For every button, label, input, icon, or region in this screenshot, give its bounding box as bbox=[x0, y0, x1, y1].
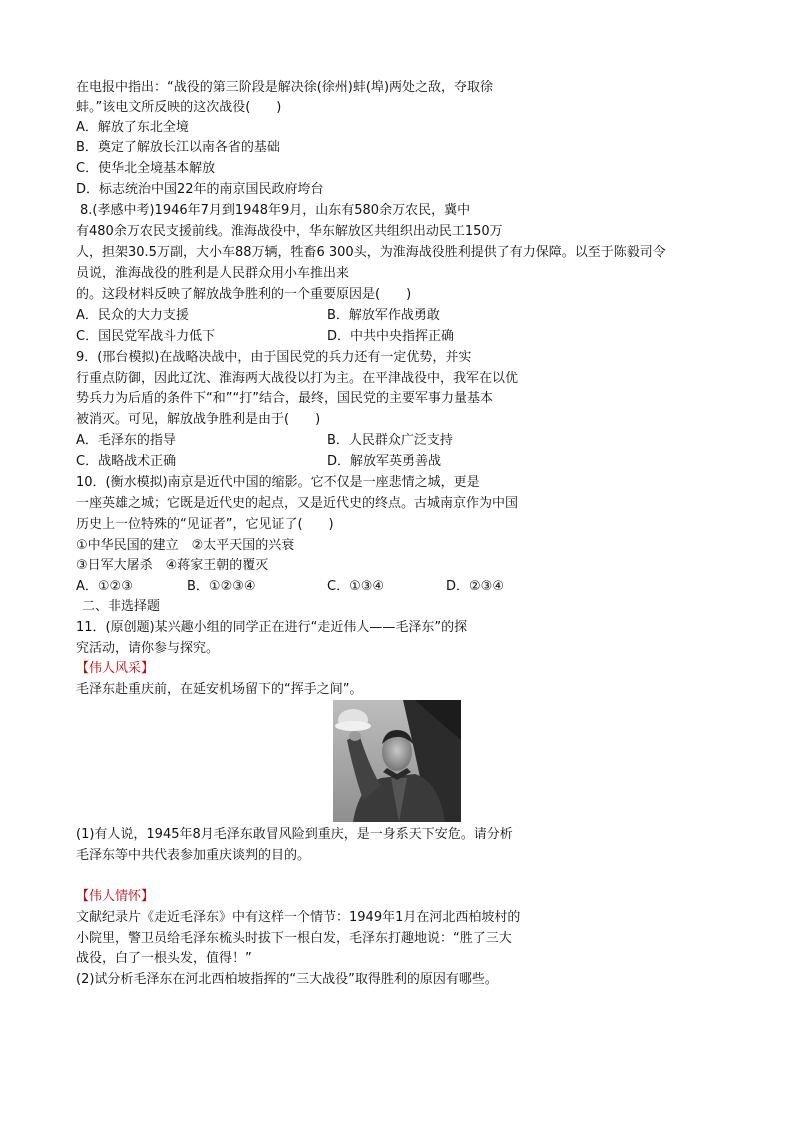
mao-waving-photo bbox=[333, 700, 461, 822]
q10-line2: 一座英雄之城；它既是近代史的起点，又是近代史的终点。古城南京作为中国 bbox=[76, 496, 519, 511]
part1-heading: 【伟人风采】 bbox=[76, 661, 155, 676]
q8-option-a: A．民众的大力支援 bbox=[76, 308, 189, 323]
q11-sub2: (2)试分析毛泽东在河北西柏坡指挥的“三大战役”取得胜利的原因有哪些。 bbox=[76, 972, 498, 987]
q8-line1: 8.(孝感中考)1946年7月到1948年9月，山东有580余万农民，冀中 bbox=[80, 203, 471, 218]
q10-items-line2: ③日军大屠杀 ④蒋家王朝的覆灭 bbox=[76, 558, 269, 573]
part2-line2: 小院里，警卫员给毛泽东梳头时拔下一根白发，毛泽东打趣地说：“胜了三大 bbox=[76, 931, 512, 946]
q11-sub1-line2: 毛泽东等中共代表参加重庆谈判的目的。 bbox=[76, 848, 311, 863]
q8-line5: 的。这段材料反映了解放战争胜利的一个重要原因是( ) bbox=[76, 287, 412, 302]
part2-line3: 战役，白了一根头发，值得！” bbox=[76, 951, 252, 966]
q7-option-c: C．使华北全境基本解放 bbox=[76, 161, 216, 176]
q7-option-b: B．奠定了解放长江以南各省的基础 bbox=[76, 140, 280, 155]
q9-option-b: B．人民群众广泛支持 bbox=[327, 433, 453, 448]
photo-caption: 毛泽东赴重庆前，在延安机场留下的“挥手之间”。 bbox=[76, 682, 363, 697]
q10-option-b: B．①②③④ bbox=[187, 579, 256, 594]
q9-line2: 行重点防御，因此辽沈、淮海两大战役以打为主。在平津战役中，我军在以优 bbox=[76, 371, 519, 386]
q8-line2: 有480余万农民支援前线。淮海战役中，华东解放区共组织出动民工150万 bbox=[76, 224, 503, 239]
q9-line3: 势兵力为后盾的条件下“和”“打”结合，最终，国民党的主要军事力量基本 bbox=[76, 391, 493, 406]
q7-option-a: A．解放了东北全境 bbox=[76, 120, 189, 135]
q7-stem-line1: 在电报中指出：“战役的第三阶段是解决徐(徐州)蚌(埠)两处之敌，夺取徐 bbox=[76, 80, 494, 95]
section-title: 二、非选择题 bbox=[82, 599, 161, 614]
q8-line3: 人，担架30.5万副，大小车88万辆，牲畜6 300头，为淮海战役胜利提供了有力保障。以至于陈毅司令 bbox=[76, 245, 666, 260]
q10-option-a: A．①②③ bbox=[76, 579, 133, 594]
q10-option-d: D．②③④ bbox=[446, 579, 504, 594]
q11-line1: 11．(原创题)某兴趣小组的同学正在进行“走近伟人——毛泽东”的探 bbox=[76, 620, 468, 635]
q9-line4: 被消灭。可见，解放战争胜利是由于( ) bbox=[76, 412, 321, 427]
q9-option-c: C．战略战术正确 bbox=[76, 454, 177, 469]
q8-option-d: D．中共中央指挥正确 bbox=[327, 329, 455, 344]
q8-line4: 员说，淮海战役的胜利是人民群众用小车推出来 bbox=[76, 266, 350, 281]
part2-heading: 【伟人情怀】 bbox=[76, 889, 155, 904]
part2-line1: 文献纪录片《走近毛泽东》中有这样一个情节：1949年1月在河北西柏坡村的 bbox=[76, 910, 521, 925]
q10-option-c: C．①③④ bbox=[327, 579, 385, 594]
q10-items-line1: ①中华民国的建立 ②太平天国的兴衰 bbox=[76, 538, 295, 553]
q11-sub1-line1: (1)有人说，1945年8月毛泽东敢冒风险到重庆，是一身系天下安危。请分析 bbox=[76, 827, 513, 842]
q9-line1: 9．(邢台模拟)在战略决战中，由于国民党的兵力还有一定优势，并实 bbox=[76, 350, 472, 365]
q7-stem-line2: 蚌。”该电文所反映的这次战役( ) bbox=[76, 100, 282, 115]
q9-option-d: D．解放军英勇善战 bbox=[327, 454, 442, 469]
q11-line2: 究活动，请你参与探究。 bbox=[76, 641, 220, 656]
q7-option-d: D．标志统治中国22年的南京国民政府垮台 bbox=[76, 182, 324, 197]
q9-option-a: A．毛泽东的指导 bbox=[76, 433, 176, 448]
q8-option-c: C．国民党军战斗力低下 bbox=[76, 329, 216, 344]
q10-line3: 历史上一位特殊的“见证者”，它见证了( ) bbox=[76, 517, 334, 532]
q8-option-b: B．解放军作战勇敢 bbox=[327, 308, 440, 323]
q10-line1: 10．(衡水模拟)南京是近代中国的缩影。它不仅是一座悲情之城，更是 bbox=[76, 475, 480, 490]
